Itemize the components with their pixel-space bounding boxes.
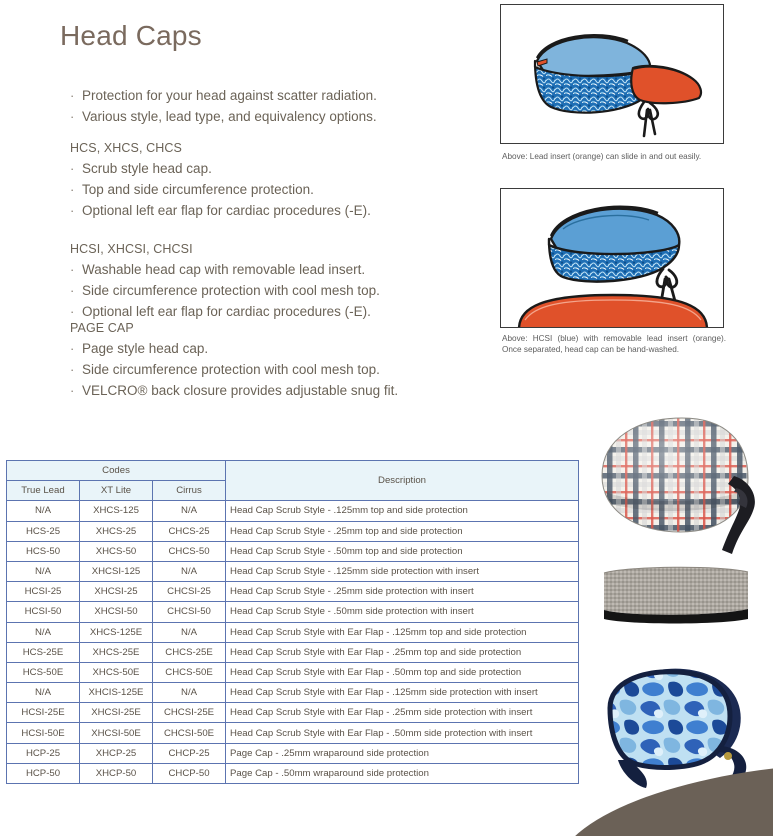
table-row [7,521,579,541]
cell-cirrus: N/A [153,622,226,642]
cell-cirrus: CHCSI-25 [153,582,226,602]
cell-xt-lite: XHCSI-25 [80,582,153,602]
cell-true-lead: HCS-25E [7,642,80,662]
cell-true-lead: HCP-25 [7,743,80,763]
product-codes-table [6,460,579,784]
bullet-dot-icon: · [70,182,75,197]
table-body [7,501,579,784]
cell-description: Head Cap Scrub Style - .50mm side protection with insert [226,602,579,622]
cell-cirrus: N/A [153,561,226,581]
column-header-true-lead: True Lead [7,481,80,501]
bullet-dot-icon: · [70,304,75,319]
column-header-xt-lite: XT Lite [80,481,153,501]
cell-cirrus: CHCS-50 [153,541,226,561]
group-heading: HCSI, XHCSI, CHCSI [70,242,193,256]
page-title: Head Caps [60,20,202,51]
bullet-item [70,339,398,359]
bullet-item [70,86,377,106]
cell-cirrus: CHCSI-25E [153,703,226,723]
left-content-column [0,0,500,430]
group-heading: HCS, XHCS, CHCS [70,141,182,155]
cell-cirrus: CHCP-25 [153,743,226,763]
cell-true-lead: N/A [7,683,80,703]
cell-true-lead: HCSI-25 [7,582,80,602]
cell-description: Head Cap Scrub Style with Ear Flap - .125mm side protection with insert [226,683,579,703]
cell-description: Head Cap Scrub Style - .25mm side protection with insert [226,582,579,602]
bullet-item [70,201,371,221]
illustration-1-caption: Above: Lead insert (orange) can slide in and out easily. [502,152,702,161]
cell-description: Page Cap - .25mm wraparound side protection [226,743,579,763]
illustration-cap-separated-from-insert [500,188,724,328]
bullet-item [70,281,380,301]
bullet-item [70,260,380,280]
group-1-bullet-2: Optional left ear flap for cardiac procedures (-E). [82,304,371,319]
cell-xt-lite: XHCSI-50E [80,723,153,743]
plaid-scrub-cap-photo [590,404,770,564]
bullet-dot-icon: · [70,383,75,398]
cell-xt-lite: XHCP-25 [80,743,153,763]
table-row [7,683,579,703]
table-row [7,582,579,602]
cell-true-lead: N/A [7,622,80,642]
cell-cirrus: CHCP-50 [153,763,226,783]
cell-description: Head Cap Scrub Style - .25mm top and side protection [226,521,579,541]
bullet-dot-icon: · [70,161,75,176]
description-header: Description [226,461,579,501]
intro-bullet-text-1: Various style, lead type, and equivalency options. [82,109,377,124]
cell-xt-lite: XHCS-25 [80,521,153,541]
cell-true-lead: N/A [7,561,80,581]
bullet-dot-icon: · [70,283,75,298]
cell-description: Head Cap Scrub Style with Ear Flap - .25mm top and side protection [226,642,579,662]
cell-description: Head Cap Scrub Style with Ear Flap - .50mm top and side protection [226,662,579,682]
intro-bullet-list [70,86,377,128]
table-row [7,743,579,763]
cell-true-lead: N/A [7,501,80,521]
group-0-bullet-1: Top and side circumference protection. [82,182,314,197]
table-row [7,541,579,561]
cell-description: Head Cap Scrub Style with Ear Flap - .125mm top and side protection [226,622,579,642]
plaid-cap-image [590,404,770,564]
bullet-dot-icon: · [70,362,75,377]
cell-xt-lite: XHCS-50E [80,662,153,682]
bullet-item [70,159,371,179]
bullet-dot-icon: · [70,88,75,103]
illustration-2-caption: Above: HCSI (blue) with removable lead insert (orange). Once separated, head cap can be hand-washed. [502,334,726,354]
group-1-bullet-0: Washable head cap with removable lead insert. [82,262,366,277]
table-row [7,622,579,642]
group-block-hcs [70,138,371,222]
cell-cirrus: N/A [153,683,226,703]
cell-description: Head Cap Scrub Style with Ear Flap - .25mm side protection with insert [226,703,579,723]
illustration-lead-insert-slide [500,4,724,144]
cell-cirrus: CHCS-25E [153,642,226,662]
codes-group-header: Codes [7,461,226,481]
cell-cirrus: CHCSI-50E [153,723,226,743]
cell-true-lead: HCP-50 [7,763,80,783]
table-row [7,703,579,723]
group-2-bullet-2: VELCRO® back closure provides adjustable snug fit. [82,383,399,398]
cell-xt-lite: XHCP-50 [80,763,153,783]
table-row [7,763,579,783]
bullet-dot-icon: · [70,262,75,277]
cell-cirrus: CHCS-50E [153,662,226,682]
group-0-bullet-2: Optional left ear flap for cardiac procedures (-E). [82,203,371,218]
intro-bullet-text-0: Protection for your head against scatter radiation. [82,88,377,103]
cell-description: Head Cap Scrub Style with Ear Flap - .50mm side protection with insert [226,723,579,743]
table-header-row-group [7,461,579,481]
table-row [7,501,579,521]
table-row [7,662,579,682]
bullet-dot-icon: · [70,203,75,218]
table-row [7,723,579,743]
bullet-item [70,381,398,401]
product-codes-table-container [6,460,578,784]
cell-true-lead: HCSI-50E [7,723,80,743]
column-header-cirrus: Cirrus [153,481,226,501]
cell-true-lead: HCSI-50 [7,602,80,622]
cell-description: Head Cap Scrub Style - .50mm top and side protection [226,541,579,561]
head-cap-separated-icon [501,189,724,328]
cell-true-lead: HCSI-25E [7,703,80,723]
head-cap-sliding-insert-icon [501,5,724,144]
cell-xt-lite: XHCS-50 [80,541,153,561]
cell-true-lead: HCS-50 [7,541,80,561]
cell-true-lead: HCS-50E [7,662,80,682]
group-0-bullet-0: Scrub style head cap. [82,161,212,176]
group-2-bullet-1: Side circumference protection with cool mesh top. [82,362,380,377]
table-row [7,602,579,622]
cell-xt-lite: XHCS-25E [80,642,153,662]
bullet-item [70,107,377,127]
cell-xt-lite: XHCS-125E [80,622,153,642]
cell-cirrus: CHCS-25 [153,521,226,541]
cell-true-lead: HCS-25 [7,521,80,541]
cell-xt-lite: XHCSI-125 [80,561,153,581]
cell-xt-lite: XHCSI-50 [80,602,153,622]
cell-description: Page Cap - .50mm wraparound side protection [226,763,579,783]
cell-xt-lite: XHCSI-25E [80,703,153,723]
cell-description: Head Cap Scrub Style - .125mm side protection with insert [226,561,579,581]
cell-cirrus: N/A [153,501,226,521]
group-2-bullet-0: Page style head cap. [82,341,209,356]
table-row [7,561,579,581]
group-block-pagecap [70,318,398,402]
cell-xt-lite: XHCS-125 [80,501,153,521]
table-head [7,461,579,501]
group-1-bullet-1: Side circumference protection with cool mesh top. [82,283,380,298]
group-heading: PAGE CAP [70,321,134,335]
cell-cirrus: CHCSI-50 [153,602,226,622]
mesh-band-photo [600,563,752,625]
bullet-item [70,180,371,200]
bullet-dot-icon: · [70,341,75,356]
cell-xt-lite: XHCIS-125E [80,683,153,703]
cell-description: Head Cap Scrub Style - .125mm top and side protection [226,501,579,521]
bullet-item [70,360,398,380]
mesh-band-image [600,563,752,625]
table-row [7,642,579,662]
group-block-hcsi [70,239,380,323]
bullet-dot-icon: · [70,109,75,124]
